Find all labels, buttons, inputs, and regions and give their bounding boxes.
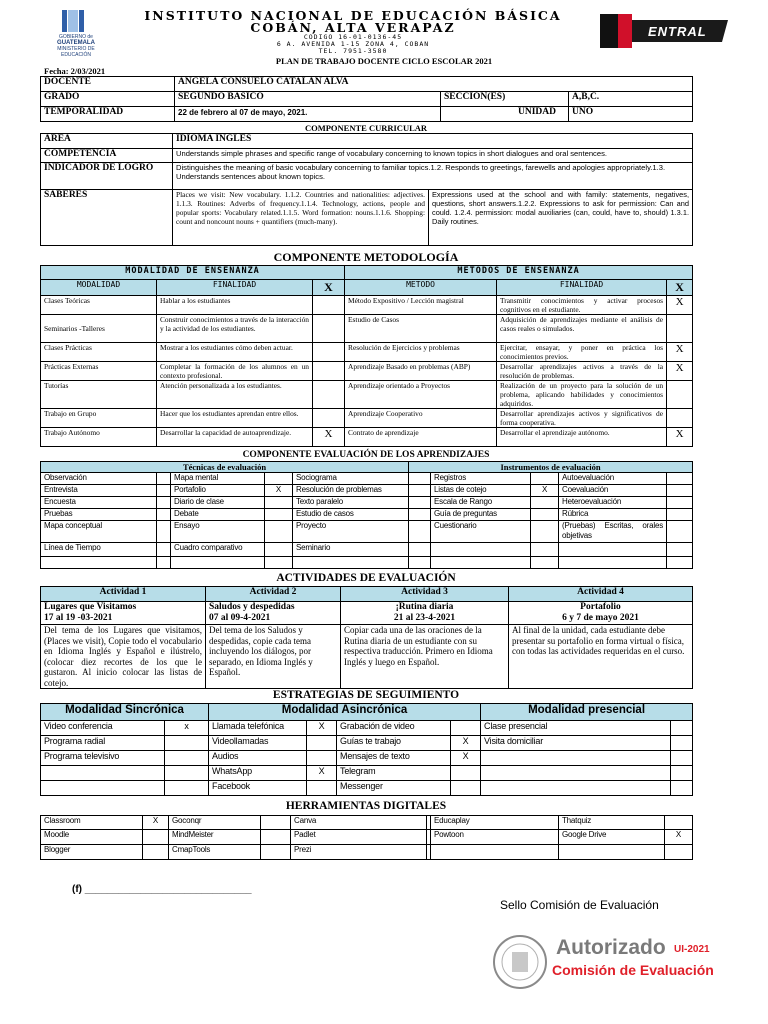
metodo-cell: Estudio de Casos <box>345 315 497 343</box>
check-cell <box>165 766 209 781</box>
seccion-label: SECCIÓN(ES) <box>441 92 569 107</box>
seal-icon <box>490 932 550 992</box>
evaluacion-title: COMPONENTE EVALUACIÓN DE LOS APRENDIZAJES <box>242 450 490 460</box>
herramienta-cell: Google Drive <box>559 830 665 845</box>
docente-label: DOCENTE <box>41 77 175 92</box>
finalidad-cell: Mostrar a los estudiantes cómo deben actuar. <box>157 343 313 362</box>
herramienta-cell: Moodle <box>41 830 143 845</box>
herramienta-cell: Educaplay <box>431 816 559 830</box>
check-cell <box>265 543 293 557</box>
metodo-cell: Método Expositivo / Lección magistral <box>345 296 497 315</box>
estrategia-cell <box>481 766 671 781</box>
check-cell <box>409 509 431 521</box>
instrumento-cell: (Pruebas) Escritas, orales objetivas <box>559 521 667 543</box>
instrumento-cell: Autoevaluación <box>559 473 667 485</box>
check-cell <box>165 736 209 751</box>
check-cell <box>265 521 293 543</box>
competencia-value: Understands simple phrases and specific range of vocabulary concerning to known topics in short dialogues and oral sentences. <box>173 149 693 163</box>
check-cell <box>157 543 171 557</box>
finalidad-cell: Completar la formación de los alumnos en un contexto profesional. <box>157 362 313 381</box>
tecnica-cell: Observación <box>41 473 157 485</box>
metodo-cell: Resolución de Ejercicios y problemas <box>345 343 497 362</box>
instrumentos-title: Instrumentos de evaluación <box>409 462 693 473</box>
check-cell <box>451 781 481 796</box>
estrategia-cell: Facebook <box>209 781 307 796</box>
curricular-table <box>40 133 693 246</box>
curricular-title: COMPONENTE CURRICULAR <box>304 123 428 133</box>
check-cell <box>451 766 481 781</box>
estrategia-cell: Visita domiciliar <box>481 736 671 751</box>
estrategia-cell: Llamada telefónica <box>209 721 307 736</box>
estrategia-cell <box>41 781 165 796</box>
finalidad-metodo-cell: Desarrollar aprendizajes activos a través de la resolución de problemas. <box>497 362 667 381</box>
area-label: AREA <box>41 134 173 149</box>
school-phone: TEL. 7951-3580 <box>318 47 388 55</box>
metodologia-row <box>41 343 693 362</box>
actividad-3-head: Actividad 3 <box>341 587 509 602</box>
check-cell <box>531 521 559 543</box>
herramienta-cell: Canva <box>291 816 427 830</box>
estrategia-cell: Audios <box>209 751 307 766</box>
check-cell <box>531 497 559 509</box>
actividad-2-date: 07 al 09-4-2021 <box>209 613 271 623</box>
gov-logo-line4: EDUCACIÓN <box>60 52 91 58</box>
herramientas-row <box>41 816 693 830</box>
unidad-value: UNO <box>569 107 693 122</box>
check-cell: X <box>667 343 693 362</box>
school-header <box>118 10 588 55</box>
check-cell <box>265 509 293 521</box>
modalidad-cell: Trabajo en Grupo <box>41 409 157 428</box>
col-finalidad-2: FINALIDAD <box>497 280 667 296</box>
herramienta-cell: CmapTools <box>169 845 261 860</box>
tecnica-cell: Entrevista <box>41 485 157 497</box>
herramienta-cell: Goconqr <box>169 816 261 830</box>
check-cell <box>667 409 693 428</box>
check-cell <box>313 381 345 409</box>
actividad-4-date: 6 y 7 de mayo 2021 <box>562 613 639 623</box>
tecnica-cell: Sociograma <box>293 473 409 485</box>
tecnica-cell: Proyecto <box>293 521 409 543</box>
check-cell <box>157 557 171 569</box>
seguimiento-title: ESTRATEGIAS DE SEGUIMIENTO <box>272 689 460 701</box>
herramienta-cell <box>559 845 665 860</box>
evaluacion-row <box>41 485 693 497</box>
col-metodo: METODO <box>345 280 497 296</box>
instrumento-cell <box>559 543 667 557</box>
modalidad-cell: Seminarios -Talleres <box>41 315 157 343</box>
check-cell <box>667 485 693 497</box>
actividad-1-name: Lugares que Visitamos <box>44 602 137 612</box>
instrumento-cell <box>431 543 531 557</box>
actividades-title: ACTIVIDADES DE EVALUACIÓN <box>276 572 456 584</box>
signature-line: (f) ______________________________ <box>72 884 252 895</box>
check-cell <box>409 485 431 497</box>
herramienta-cell: Blogger <box>41 845 143 860</box>
gov-logo-line3: MINISTERIO DE <box>57 46 95 52</box>
actividad-2-head: Actividad 2 <box>206 587 341 602</box>
instrumento-cell <box>431 557 531 569</box>
metodo-cell: Aprendizaje orientado a Proyectos <box>345 381 497 409</box>
col-x: X <box>313 280 345 296</box>
check-cell <box>667 497 693 509</box>
actividad-3-name: ¡Rutina diaria <box>395 602 454 612</box>
check-cell <box>157 509 171 521</box>
actividad-1-head: Actividad 1 <box>41 587 206 602</box>
estrategia-cell: Guías te trabajo <box>337 736 451 751</box>
check-cell <box>531 473 559 485</box>
seguimiento-row <box>41 751 693 766</box>
metodos-title: METODOS DE ENSENANZA <box>345 266 693 280</box>
tecnica-cell: Estudio de casos <box>293 509 409 521</box>
estrategia-cell: WhatsApp <box>209 766 307 781</box>
temporalidad-value: 22 de febrero al 07 de mayo, 2021. <box>175 107 441 122</box>
finalidad-metodo-cell: Ejercitar, ensayar, y poner en práctica los conocimientos previos. <box>497 343 667 362</box>
check-cell: X <box>667 296 693 315</box>
central-logo-text: ENTRAL <box>648 24 707 39</box>
herramienta-cell: Prezi <box>291 845 427 860</box>
metodologia-row <box>41 428 693 447</box>
check-cell <box>143 830 169 845</box>
check-cell <box>157 521 171 543</box>
check-cell: X <box>667 362 693 381</box>
check-cell <box>531 557 559 569</box>
tecnica-cell: Seminario <box>293 543 409 557</box>
metodo-cell: Aprendizaje Basado en problemas (ABP) <box>345 362 497 381</box>
check-cell <box>143 845 169 860</box>
check-cell <box>451 721 481 736</box>
tecnica-cell <box>171 557 265 569</box>
area-value: IDIOMA INGLES <box>173 134 693 149</box>
instrumento-cell: Listas de cotejo <box>431 485 531 497</box>
tecnica-cell: Pruebas <box>41 509 157 521</box>
evaluacion-row <box>41 543 693 557</box>
check-cell <box>667 521 693 543</box>
modalidad-cell: Clases Prácticas <box>41 343 157 362</box>
finalidad-cell: Atención personalizada a los estudiantes. <box>157 381 313 409</box>
actividad-2-desc: Del tema de los Saludos y despedidas, copie cada tema incluyendo los diálogos, por separado, en Idioma Inglés y Español. <box>206 625 341 689</box>
estrategia-cell <box>481 781 671 796</box>
finalidad-metodo-cell: Desarrollar aprendizajes activos y significativos de forma cooperativa. <box>497 409 667 428</box>
indicador-label: INDICADOR DE LOGRO <box>41 163 173 190</box>
evaluacion-row <box>41 509 693 521</box>
herramienta-cell: Thatquiz <box>559 816 665 830</box>
estrategia-cell: Messenger <box>337 781 451 796</box>
check-cell: X <box>451 751 481 766</box>
check-cell <box>667 543 693 557</box>
instrumento-cell: Rúbrica <box>559 509 667 521</box>
finalidad-cell: Desarrollar la capacidad de autoaprendizaje. <box>157 428 313 447</box>
seguimiento-table <box>40 703 693 796</box>
evaluacion-row <box>41 497 693 509</box>
estrategia-cell: Videollamadas <box>209 736 307 751</box>
check-cell <box>313 296 345 315</box>
estrategia-cell: Mensajes de texto <box>337 751 451 766</box>
check-cell: X <box>667 428 693 447</box>
instrumento-cell <box>559 557 667 569</box>
gov-logo-line2: GUATEMALA <box>57 40 95 46</box>
tecnica-cell: Encuesta <box>41 497 157 509</box>
actividad-3-date: 21 al 23-4-2021 <box>393 613 456 623</box>
check-cell <box>409 521 431 543</box>
check-cell <box>261 830 291 845</box>
actividades-table <box>40 586 693 689</box>
check-cell: X <box>307 721 337 736</box>
actividad-1-desc: Del tema de los Lugares que visitamos, (Places we visit), Copie todo el vocabulario en Idioma Inglés y Español e ilústrelo, (colocar diez recortes de los que le gustaron. Al inicio colocar las listas de cotejo. <box>41 625 206 689</box>
modalidad-cell: Prácticas Externas <box>41 362 157 381</box>
actividad-4-head: Actividad 4 <box>509 587 693 602</box>
estrategia-cell <box>41 766 165 781</box>
check-cell: X <box>313 428 345 447</box>
document-title: PLAN DE TRABAJO DOCENTE CICLO ESCOLAR 2021 <box>275 56 493 66</box>
tecnica-cell: Ensayo <box>171 521 265 543</box>
col-x-2: X <box>667 280 693 296</box>
check-cell: X <box>307 766 337 781</box>
check-cell: x <box>165 721 209 736</box>
grado-value: SEGUNDO BASICO <box>175 92 441 107</box>
check-cell <box>165 751 209 766</box>
check-cell <box>265 473 293 485</box>
tecnica-cell: Cuadro comparativo <box>171 543 265 557</box>
actividad-4-desc: Al final de la unidad, cada estudiante debe presentar su portafolio en forma virtual o física, con todas las actividades requeridas en el curso. <box>509 625 693 689</box>
finalidad-metodo-cell: Desarrollar el aprendizaje autónomo. <box>497 428 667 447</box>
check-cell <box>265 497 293 509</box>
instrumento-cell: Escala de Rango <box>431 497 531 509</box>
metodo-cell: Aprendizaje Cooperativo <box>345 409 497 428</box>
guatemala-flag-icon <box>62 10 84 32</box>
metodologia-title: COMPONENTE METODOLOGÍA <box>273 250 459 264</box>
evaluacion-table <box>40 461 693 569</box>
finalidad-cell: Hablar a los estudiantes <box>157 296 313 315</box>
check-cell <box>409 557 431 569</box>
tecnica-cell: Línea de Tiempo <box>41 543 157 557</box>
presencial-header: Modalidad presencial <box>481 704 693 721</box>
check-cell <box>409 543 431 557</box>
central-logo <box>596 10 732 52</box>
check-cell: X <box>665 830 693 845</box>
instrumento-cell: Coevaluación <box>559 485 667 497</box>
stamp-year: UI-2021 <box>674 944 710 955</box>
check-cell <box>313 409 345 428</box>
check-cell: X <box>265 485 293 497</box>
saberes-label: SABERES <box>41 190 173 246</box>
metodologia-row <box>41 409 693 428</box>
instrumento-cell: Cuestionario <box>431 521 531 543</box>
sello-label: Sello Comisión de Evaluación <box>500 898 659 912</box>
info-table <box>40 76 693 122</box>
stamp-line2: Comisión de Evaluación <box>552 962 714 978</box>
tecnica-cell: Diario de clase <box>171 497 265 509</box>
asincronica-header: Modalidad Asincrónica <box>209 704 481 721</box>
government-logo <box>40 8 112 58</box>
finalidad-metodo-cell: Adquisición de aprendizajes mediante el análisis de casos reales o simulados. <box>497 315 667 343</box>
tecnica-cell: Resolución de problemas <box>293 485 409 497</box>
tecnica-cell: Texto paralelo <box>293 497 409 509</box>
school-name: INSTITUTO NACIONAL DE EDUCACIÓN BÁSICA <box>144 8 562 23</box>
saberes-value-1: Places we visit: New vocabulary. 1.1.2. Countries and nationalities: adjectives. 1.1.3. Routines: Adverbs of frequency.1.1.4. Technology, actions, people and popular sports: Vocabulary related.1.1.5. Word formation: nouns.1.1.6. Shopping: count and noncount nouns + quantifiers (much-many). <box>173 190 429 246</box>
instrumento-cell: Guía de preguntas <box>431 509 531 521</box>
seguimiento-row <box>41 781 693 796</box>
check-cell <box>667 381 693 409</box>
col-modalidad: MODALIDAD <box>41 280 157 296</box>
herramienta-cell: Powtoon <box>431 830 559 845</box>
check-cell <box>313 362 345 381</box>
herramienta-cell <box>431 845 559 860</box>
grado-label: GRADO <box>41 92 175 107</box>
check-cell <box>313 315 345 343</box>
actividad-2-name: Saludos y despedidas <box>209 602 295 612</box>
check-cell <box>671 751 693 766</box>
check-cell <box>667 315 693 343</box>
check-cell: X <box>143 816 169 830</box>
col-finalidad: FINALIDAD <box>157 280 313 296</box>
metodo-cell: Contrato de aprendizaje <box>345 428 497 447</box>
check-cell <box>665 845 693 860</box>
docente-value: ANGELA CONSUELO CATALÁN ALVA <box>175 77 693 92</box>
seguimiento-row <box>41 736 693 751</box>
instrumento-cell: Registros <box>431 473 531 485</box>
check-cell <box>671 736 693 751</box>
modalidad-cell: Tutorías <box>41 381 157 409</box>
check-cell <box>265 557 293 569</box>
check-cell <box>165 781 209 796</box>
metodologia-table <box>40 265 693 447</box>
tecnica-cell <box>293 557 409 569</box>
herramientas-title: HERRAMIENTAS DIGITALES <box>285 800 447 812</box>
check-cell <box>409 497 431 509</box>
check-cell <box>671 766 693 781</box>
evaluacion-row <box>41 557 693 569</box>
tecnica-cell: Mapa mental <box>171 473 265 485</box>
sincronica-header: Modalidad Sincrónica <box>41 704 209 721</box>
school-address: 6 A. AVENIDA 1-15 ZONA 4, COBAN <box>276 40 430 48</box>
modalidad-title: MODALIDAD DE ENSENANZA <box>41 266 345 280</box>
check-cell <box>307 781 337 796</box>
metodologia-row <box>41 381 693 409</box>
check-cell <box>531 543 559 557</box>
finalidad-metodo-cell: Realización de un proyecto para la solución de un problema, aplicando habilidades y conocimientos adquiridos. <box>497 381 667 409</box>
estrategia-cell: Grabación de video <box>337 721 451 736</box>
authorization-stamp <box>490 932 730 992</box>
tecnicas-title: Técnicas de evaluación <box>41 462 409 473</box>
seguimiento-row <box>41 721 693 736</box>
estrategia-cell: Programa radial <box>41 736 165 751</box>
check-cell <box>665 816 693 830</box>
check-cell <box>157 485 171 497</box>
estrategia-cell: Telegram <box>337 766 451 781</box>
school-code: CODIGO 16-01-0136-45 <box>303 33 403 41</box>
unidad-label: UNIDAD <box>441 107 569 122</box>
check-cell <box>307 751 337 766</box>
tecnica-cell: Portafolio <box>171 485 265 497</box>
metodologia-row <box>41 315 693 343</box>
herramientas-table <box>40 815 693 860</box>
check-cell <box>261 816 291 830</box>
seccion-value: A,B,C. <box>569 92 693 107</box>
evaluacion-row <box>41 473 693 485</box>
check-cell <box>531 509 559 521</box>
check-cell <box>667 473 693 485</box>
tecnica-cell: Debate <box>171 509 265 521</box>
school-city: COBÁN, ALTA VERAPAZ <box>250 20 456 35</box>
tecnica-cell <box>41 557 157 569</box>
estrategia-cell: Programa televisivo <box>41 751 165 766</box>
check-cell <box>409 473 431 485</box>
check-cell <box>157 473 171 485</box>
herramienta-cell: MindMeister <box>169 830 261 845</box>
tecnica-cell: Mapa conceptual <box>41 521 157 543</box>
evaluacion-row <box>41 521 693 543</box>
check-cell <box>667 557 693 569</box>
check-cell: X <box>531 485 559 497</box>
check-cell <box>667 509 693 521</box>
actividad-1-date: 17 al 19 -03-2021 <box>44 613 113 623</box>
finalidad-cell: Construir conocimientos a través de la interacción y la actividad de los estudiantes. <box>157 315 313 343</box>
indicador-value: Distinguishes the meaning of basic vocabulary concerning to familiar topics.1.2. Responds to greetings, farewells and apologies appropriately.1.3. Understands sentences about known topics. <box>173 163 693 190</box>
gov-logo-line1: GOBIERNO de <box>59 34 93 40</box>
modalidad-cell: Trabajo Autónomo <box>41 428 157 447</box>
temporalidad-label: TEMPORALIDAD <box>41 107 175 122</box>
saberes-value-2: Expressions used at the school and with family: statements, negatives, questions, short answers.1.2.2. Expressions to ask for permission: Can and could. 1.2.4. permission: modal auxiliaries (can, could, have to, should) 1.3.1. Daily routines. <box>429 190 693 246</box>
actividad-3-desc: Copiar cada una de las oraciones de la Rutina diaria de un estudiante con su respectiva traducción. Primero en Idioma Inglés y luego en Español. <box>341 625 509 689</box>
check-cell: X <box>451 736 481 751</box>
check-cell <box>313 343 345 362</box>
check-cell <box>671 781 693 796</box>
herramienta-cell: Classroom <box>41 816 143 830</box>
check-cell <box>261 845 291 860</box>
check-cell <box>307 736 337 751</box>
herramienta-cell: Padlet <box>291 830 427 845</box>
check-cell <box>157 497 171 509</box>
herramientas-row <box>41 830 693 845</box>
instrumento-cell: Heteroevaluación <box>559 497 667 509</box>
estrategia-cell: Video conferencia <box>41 721 165 736</box>
metodologia-row <box>41 362 693 381</box>
document-date: Fecha: 2/03/2021 <box>44 66 106 76</box>
finalidad-cell: Hacer que los estudiantes aprendan entre ellos. <box>157 409 313 428</box>
stamp-line1: Autorizado <box>556 936 666 959</box>
competencia-label: COMPETENCIA <box>41 149 173 163</box>
estrategia-cell <box>481 751 671 766</box>
estrategia-cell: Clase presencial <box>481 721 671 736</box>
metodologia-row <box>41 296 693 315</box>
check-cell <box>671 721 693 736</box>
finalidad-metodo-cell: Transmitir conocimientos y activar procesos cognitivos en el estudiante. <box>497 296 667 315</box>
seguimiento-row <box>41 766 693 781</box>
herramientas-row <box>41 845 693 860</box>
modalidad-cell: Clases Teóricas <box>41 296 157 315</box>
actividad-4-name: Portafolio <box>580 602 621 612</box>
